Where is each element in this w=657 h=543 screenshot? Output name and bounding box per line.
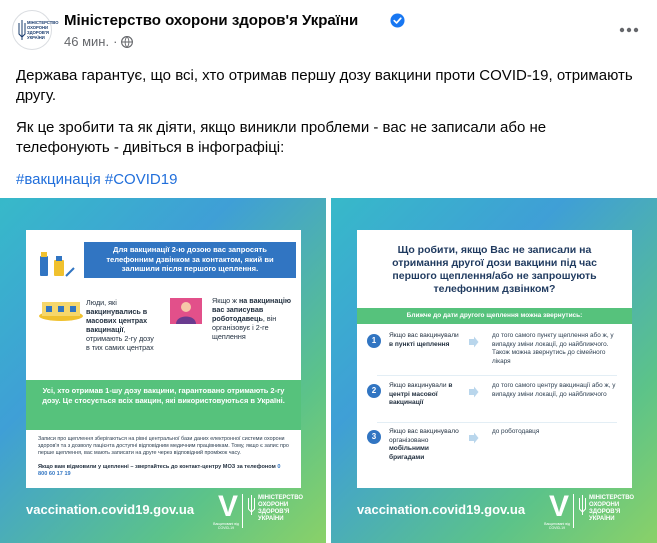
trident-emblem-icon [19, 20, 25, 40]
post-meta [64, 34, 133, 49]
vaccination-url: vaccination.covid19.gov.ua [357, 502, 526, 517]
vaccination-options [26, 288, 301, 388]
post-paragraph-2: Як це зробити та як діяти, якщо виникли проблеми - вас не записали або не телефонують - дивіться в інфографіці: [16, 119, 547, 156]
logo-divider [573, 494, 574, 528]
trident-emblem-icon [579, 495, 586, 515]
hashtags [16, 170, 641, 190]
row-divider [377, 422, 617, 423]
option-bold: в пункті щеплення [389, 340, 450, 348]
infographic-title: Що робити, якщо Вас не записали на отримання другої дози вакцини під час першого щеплення/або не запрошують телефонним дзвінком? [392, 244, 597, 295]
option-condition [389, 332, 459, 349]
option-action: до того самого центру вакцинації або ж, у випадку зміни локації, до найближчого [492, 382, 616, 398]
contact-note [38, 464, 290, 478]
employer-icon [166, 294, 206, 328]
avatar-text: МІНІСТЕРСТВО ОХОРОНИ ЗДОРОВ'Я УКРАЇНИ [27, 20, 59, 40]
mass-center-plain: Люди, які [86, 298, 117, 307]
ministry-name-logo: МІНІСТЕРСТВО ОХОРОНИ ЗДОРОВ'Я УКРАЇНИ [589, 495, 635, 522]
option-row [367, 428, 627, 478]
verified-badge-icon [390, 13, 405, 28]
logo-divider [242, 494, 243, 528]
hashtag-link[interactable]: #вакцинація [16, 171, 101, 188]
card-top [26, 230, 301, 284]
ministry-logo [213, 490, 304, 532]
ministry-name-logo: МІНІСТЕРСТВО ОХОРОНИ ЗДОРОВ'Я УКРАЇНИ [258, 495, 304, 522]
records-note: Записи про щеплення зберігаються на рівні центральної бази даних електронної системи охорони здоров'я та з дозволу пацієнта доступні відповідним медичним працівникам. Тому, якщо є запис про перше щеплення, вас мають записати на друге через відповідний проміжок часу. [38, 436, 289, 456]
option-action: до роботодавця [492, 428, 540, 435]
option-action: до того самого пункту щеплення або ж, у випадку зміни локації, до найближчого. Також можна звернутись до сімейного лікаря [492, 332, 614, 365]
option-plain: Якщо вакцинували [389, 382, 449, 389]
arrow-right-icon [467, 432, 479, 444]
option-number: 2 [367, 384, 381, 398]
option-bold: мобільними бригадами [389, 445, 429, 461]
call-banner: Для вакцинації 2-ю дозою вас запросять телефонним дзвінком за контактом, який ви залишили після першого щеплення. [84, 242, 296, 278]
guarantee-banner: Усі, хто отримав 1-шу дозу вакцини, гарантовано отримають 2-гу дозу. Це стосується всіх вакцин, які використовуються в Україні. [26, 380, 301, 430]
post-paragraph-1: Держава гарантує, що всі, хто отримав першу дозу вакцини проти COVID-19, отримають другу. [16, 67, 633, 104]
vaccinated-caption: Вакциновані від COVID-19 [213, 522, 239, 530]
vaccinated-caption: Вакциновані від COVID-19 [544, 522, 570, 530]
avatar[interactable] [12, 10, 59, 50]
arrow-right-icon [467, 386, 479, 398]
photo-gallery [0, 198, 657, 543]
hotline-phone: 0 800 60 17 19 [38, 464, 281, 477]
mass-center-rest: , отримають 2-гу дозу в тих самих центрах [86, 325, 154, 352]
hashtag-link[interactable]: #COVID19 [104, 171, 178, 188]
option-number: 1 [367, 334, 381, 348]
contact-strip: Ближче до дати другого щеплення можна звернутись: [357, 308, 632, 324]
globe-icon[interactable] [121, 36, 133, 48]
row-divider [377, 375, 617, 376]
employer-rest: , він організовує і 2-ге щеплення [212, 314, 277, 341]
trident-emblem-icon [248, 495, 255, 515]
page-name-link[interactable]: Міністерство охорони здоров'я України [64, 12, 359, 29]
contact-text: Якщо вам відмовили у щепленні – звертайтесь до контакт-центру МОЗ за телефоном [38, 464, 278, 470]
employer-bold: на вакцинацію вас записував роботодавець [212, 296, 291, 323]
meta-separator: · [113, 34, 118, 49]
option-condition [389, 382, 459, 408]
employer-text [212, 296, 292, 341]
option-plain: Якщо вас вакцинували [389, 332, 459, 339]
mass-center-text [86, 298, 156, 352]
vaccination-v-logo-icon: V [218, 490, 239, 523]
post-text [16, 66, 641, 202]
infographic-card [26, 230, 301, 488]
infographic-card [357, 230, 632, 488]
employer-plain: Якщо ж [212, 296, 239, 305]
post-header [12, 10, 647, 60]
vaccination-url: vaccination.covid19.gov.ua [26, 502, 195, 517]
post-timestamp[interactable]: 46 мин. [64, 34, 110, 49]
option-plain: Якщо вас вакцинувало організовано [389, 428, 459, 444]
vaccine-vial-icon [36, 246, 76, 280]
vaccination-center-icon [36, 296, 86, 322]
infographic-image-1[interactable] [0, 198, 326, 543]
option-bold: в центрі масової вакцинації [389, 382, 453, 407]
arrow-right-icon [467, 336, 479, 348]
ministry-logo [544, 490, 635, 532]
mass-center-bold: вакцинувались в масових центрах вакцинації [86, 307, 148, 334]
more-options-button[interactable] [611, 12, 647, 48]
infographic-image-2[interactable] [331, 198, 657, 543]
option-number: 3 [367, 430, 381, 444]
more-dots-icon [619, 27, 639, 33]
option-row [367, 382, 627, 432]
vaccination-v-logo-icon: V [549, 490, 570, 523]
option-condition [389, 428, 459, 462]
